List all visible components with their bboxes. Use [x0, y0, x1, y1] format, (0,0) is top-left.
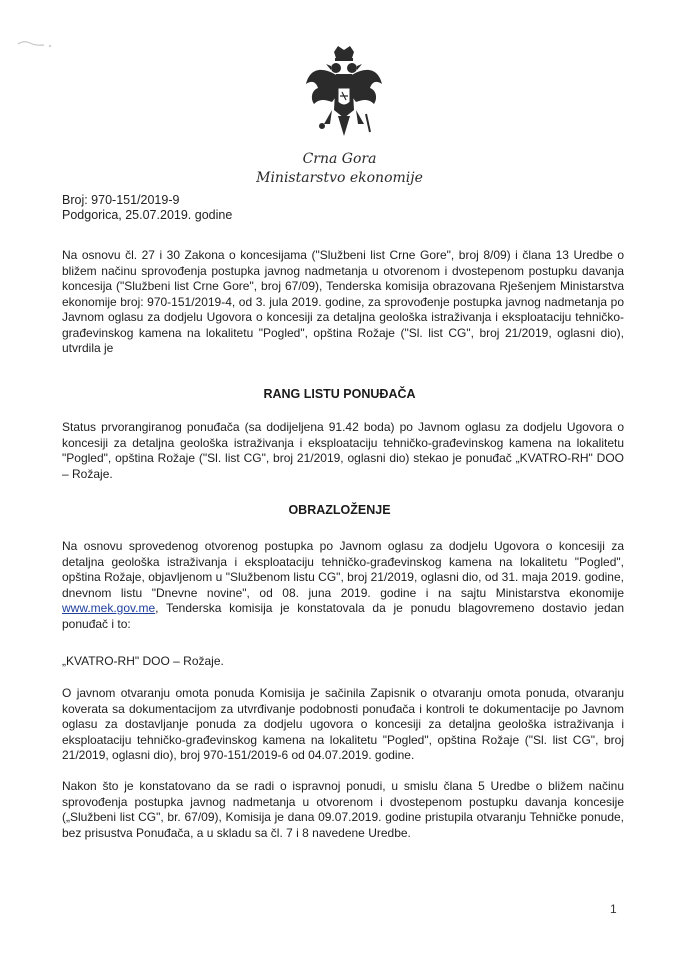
bidder-line: „KVATRO-RH" DOO – Rožaje. — [62, 654, 224, 668]
scan-mark-icon — [12, 22, 62, 62]
heading-obrazlozenje: OBRAZLOŽENJE — [288, 503, 391, 517]
intro-paragraph: Na osnovu čl. 27 i 30 Zakona o koncesijama ("Službeni list Crne Gore", broj 8/09) i člana 13 Uredbe o bližem načinu sprovođenja postupka javnog nadmetanja u otvorenom i dvostepenom postupku davanja koncesija ("Službeni list Crne Gore", broj 67/09), Tenderska komisija obrazovana Rješenjem Ministarstva ekonomije broj: 970-151/2019-4, od 3. jula 2019. godine, za sprovođenje postupka javnog nadmetanja po Javnom oglasu za dodjelu Ugovora o koncesiji za detaljna geološka istraživanja i eksploataciju tehničko-građevinskog kamena na lokalitetu "Pogled", opština Rožaje ("Sl. list CG", broj 21/2019, oglasni dio), utvrdila je — [62, 248, 624, 355]
header-country: Crna Gora — [302, 151, 377, 167]
explanation-paragraph-2: O javnom otvaranju omota ponuda Komisija je sačinila Zapisnik o otvaranju omota ponuda, otvaranju koverata sa dokumentacijom za utvrđivanje podobnosti ponuđača i kontroli te dokumentacije po Javnom oglasu za dostavljanje ponuda za dodjelu ugovora o koncesiji za detaljna geološka istraživanja i eksploataciju tehničko-građevinskog kamena na lokalitetu "Pogled", opština Rožaje ("Sl. list CG", broj 21/2019, oglasni dio), broj 970-151/2019-6 od 04.07.2019. godine. — [62, 686, 624, 762]
explanation-text-1a: Na osnovu sprovedenog otvorenog postupka po Javnom oglasu za dodjelu Ugovora o koncesiji za detaljna geološka istraživanja i eksploataciju tehničko-građevinskog kamena na lokalitetu "Pogled", opština Rožaje, objavljenom u "Službenom listu CG", broj 21/2019, oglasni dio, od 31. maja 2019. godine, dnevnom listu "Dnevne novine", od 08. juna 2019. godine i na sajtu Ministarstva ekonomije — [62, 539, 624, 600]
document-number: Broj: 970-151/2019-9 — [62, 193, 180, 207]
heading-rang-lista: RANG LISTU PONUĐAČA — [263, 387, 416, 401]
explanation-paragraph-1 — [62, 539, 624, 632]
explanation-text-1b: , Tenderska komisija je konstatovala da je ponudu blagovremeno dostavio jedan ponuđač i to: — [62, 601, 624, 631]
status-paragraph: Status prvorangiranog ponuđača (sa dodijeljena 91.42 boda) po Javnom oglasu za dodjelu Ugovora o koncesiji za detaljna geološka istraživanja i eksploataciju tehničko-građevinskog kamena na lokalitetu "Pogled", opština Rožaje ("Sl. list CG", broj 21/2019, oglasni dio) stekao je ponuđač „KVATRO-RH" DOO – Rožaje. — [62, 420, 624, 481]
montenegro-coat-of-arms-icon — [302, 44, 386, 144]
document-place-date: Podgorica, 25.07.2019. godine — [62, 208, 233, 222]
ministry-website-link[interactable]: www.mek.gov.me — [62, 601, 156, 615]
header-ministry: Ministarstvo ekonomije — [256, 170, 423, 186]
explanation-paragraph-3: Nakon što je konstatovano da se radi o ispravnoj ponudi, u smislu člana 5 Uredbe o bližem načinu sprovođenja postupka javnog nadmetanja u otvorenom i dvostepenom postupku davanja koncesije („Službeni list CG", br. 67/09), Komisija je dana 09.07.2019. godine pristupila otvaranju Tehničke ponude, bez prisustva Ponuđača, a u skladu sa čl. 7 i 8 navedene Uredbe. — [62, 779, 624, 840]
page-number: 1 — [610, 902, 617, 916]
